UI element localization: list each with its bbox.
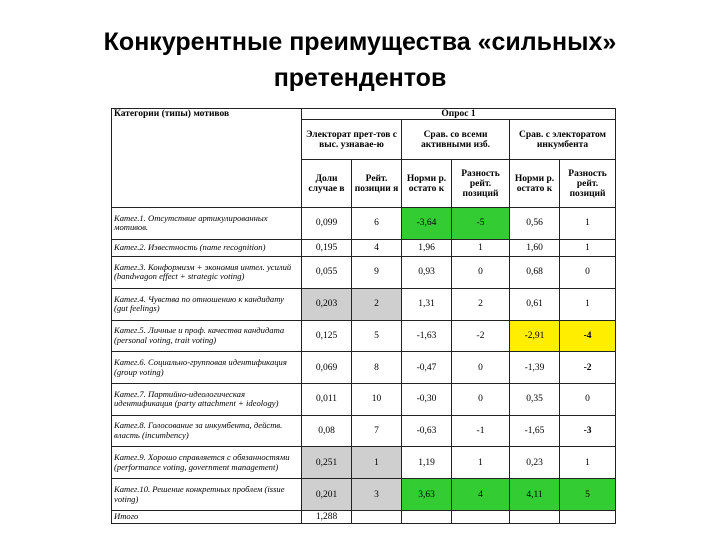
empty-cell: [452, 511, 510, 524]
cell-rank-diff-1: -2: [452, 320, 510, 352]
cell-rank-diff-2: 1: [560, 447, 616, 479]
cell-norm-residual-2: 1,60: [510, 239, 560, 256]
cell-norm-residual-1: -0,47: [402, 352, 452, 384]
cell-rank: 1: [352, 447, 402, 479]
cell-share: 0,203: [302, 288, 352, 320]
cell-rank: 10: [352, 383, 402, 415]
cell-rank-diff-1: -1: [452, 415, 510, 447]
cell-norm-residual-1: -3,64: [402, 208, 452, 240]
motives-table: [111, 108, 616, 524]
cell-rank: 3: [352, 479, 402, 511]
cell-rank-diff-2: -2: [560, 352, 616, 384]
table-row: [112, 383, 616, 415]
cell-norm-residual-2: 4,11: [510, 479, 560, 511]
row-category: Катег.6. Социально-групповая идентификация (group voting): [112, 352, 302, 384]
cell-share: 0,099: [302, 208, 352, 240]
table-total-row: [112, 511, 616, 524]
slide-title-line2: претендентов: [273, 64, 447, 92]
cell-rank-diff-1: 1: [452, 239, 510, 256]
cell-norm-residual-2: -1,39: [510, 352, 560, 384]
cell-rank: 5: [352, 320, 402, 352]
cell-rank: 2: [352, 288, 402, 320]
cell-rank: 9: [352, 257, 402, 289]
cell-norm-residual-1: -1,63: [402, 320, 452, 352]
cell-rank-diff-1: 1: [452, 447, 510, 479]
header-rank-diff-1: Разность рейт. позиций: [452, 160, 510, 208]
cell-rank-diff-2: 0: [560, 257, 616, 289]
table-row: [112, 208, 616, 240]
cell-rank-diff-2: 1: [560, 239, 616, 256]
cell-norm-residual-2: 0,35: [510, 383, 560, 415]
cell-rank-diff-1: 4: [452, 479, 510, 511]
cell-share: 0,125: [302, 320, 352, 352]
header-norm-residual-2: Норми р. остато к: [510, 160, 560, 208]
total-label: Итого: [112, 511, 302, 524]
cell-rank-diff-2: -3: [560, 415, 616, 447]
motives-table-image: [111, 108, 615, 524]
cell-rank-diff-2: 1: [560, 208, 616, 240]
header-group-electorate: Электорат прет-тов с выс. узнавае-ю: [302, 120, 402, 160]
cell-norm-residual-2: 0,68: [510, 257, 560, 289]
table-row: [112, 479, 616, 511]
row-category: Катег.3. Конформизм + экономия интел. усилий (bandwagon effect + strategic voting): [112, 257, 302, 289]
header-share: Доли случае в: [302, 160, 352, 208]
header-survey: Опрос 1: [302, 109, 616, 120]
cell-share: 0,011: [302, 383, 352, 415]
empty-cell: [402, 511, 452, 524]
cell-norm-residual-1: 3,63: [402, 479, 452, 511]
table-row: [112, 239, 616, 256]
cell-rank: 8: [352, 352, 402, 384]
cell-share: 0,201: [302, 479, 352, 511]
table-row: [112, 415, 616, 447]
cell-norm-residual-2: -2,91: [510, 320, 560, 352]
cell-norm-residual-1: -0,63: [402, 415, 452, 447]
row-category: Катег.7. Партийно-идеологическая идентификация (party attachment + ideology): [112, 383, 302, 415]
table-row: [112, 352, 616, 384]
row-category: Катег.2. Известность (name recognition): [112, 239, 302, 256]
cell-norm-residual-1: 1,31: [402, 288, 452, 320]
cell-share: 0,251: [302, 447, 352, 479]
cell-norm-residual-2: -1,65: [510, 415, 560, 447]
header-categories: Категории (типы) мотивов: [112, 109, 302, 208]
cell-rank-diff-2: 0: [560, 383, 616, 415]
cell-rank-diff-1: 0: [452, 257, 510, 289]
row-category: Катег.5. Личные и проф. качества кандидата (personal voting, trait voting): [112, 320, 302, 352]
slide-title-line1: Конкурентные преимущества «сильных»: [103, 28, 617, 56]
cell-norm-residual-2: 0,56: [510, 208, 560, 240]
cell-share: 0,055: [302, 257, 352, 289]
cell-rank: 7: [352, 415, 402, 447]
cell-share: 0,08: [302, 415, 352, 447]
table-row: [112, 447, 616, 479]
table-row: [112, 320, 616, 352]
cell-rank-diff-2: 5: [560, 479, 616, 511]
slide-title: [0, 24, 720, 96]
cell-norm-residual-2: 0,61: [510, 288, 560, 320]
row-category: Катег.8. Голосование за инкумбента, действ. власть (incumbency): [112, 415, 302, 447]
header-group-incumbent: Срав. с электоратом инкумбента: [510, 120, 616, 160]
row-category: Катег.10. Решение конкретных проблем (issue voting): [112, 479, 302, 511]
header-rank-diff-2: Разность рейт. позиций: [560, 160, 616, 208]
header-group-all-voters: Срав. со всеми активными изб.: [402, 120, 510, 160]
cell-share: 0,195: [302, 239, 352, 256]
cell-norm-residual-1: 0,93: [402, 257, 452, 289]
header-rank: Рейт. позиции я: [352, 160, 402, 208]
header-norm-residual-1: Норми р. остато к: [402, 160, 452, 208]
cell-norm-residual-2: 0,23: [510, 447, 560, 479]
cell-rank-diff-2: 1: [560, 288, 616, 320]
cell-rank-diff-1: 0: [452, 352, 510, 384]
cell-rank-diff-1: 0: [452, 383, 510, 415]
cell-norm-residual-1: -0,30: [402, 383, 452, 415]
row-category: Катег.9. Хорошо справляется с обязанностями (performance voting, government management): [112, 447, 302, 479]
empty-cell: [560, 511, 616, 524]
cell-rank: 6: [352, 208, 402, 240]
row-category: Катег.4. Чувства по отношению к кандидату (gut feelings): [112, 288, 302, 320]
table-row: [112, 288, 616, 320]
cell-rank-diff-1: -5: [452, 208, 510, 240]
empty-cell: [352, 511, 402, 524]
table-row: [112, 257, 616, 289]
cell-norm-residual-1: 1,96: [402, 239, 452, 256]
row-category: Катег.1. Отсутствие артикулированных мотивов.: [112, 208, 302, 240]
cell-rank-diff-1: 2: [452, 288, 510, 320]
cell-rank-diff-2: -4: [560, 320, 616, 352]
cell-rank: 4: [352, 239, 402, 256]
total-share: 1,288: [302, 511, 352, 524]
empty-cell: [510, 511, 560, 524]
cell-share: 0,069: [302, 352, 352, 384]
cell-norm-residual-1: 1,19: [402, 447, 452, 479]
